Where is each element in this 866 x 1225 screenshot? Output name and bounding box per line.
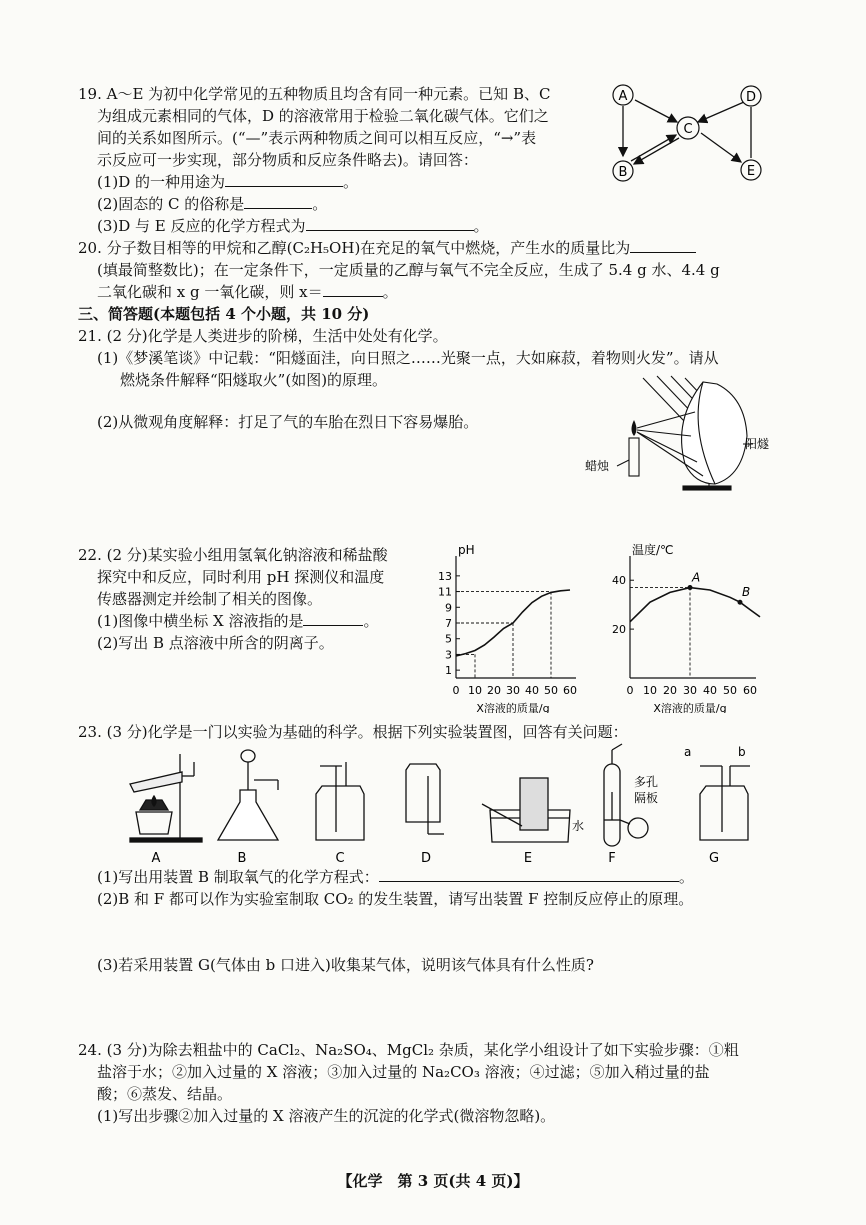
period: 。 xyxy=(312,195,328,213)
q20-line3-text: 二氧化碳和 x g 一氧化碳，则 x＝ xyxy=(97,283,323,301)
x-tick-label: 60 xyxy=(743,684,757,697)
q23-part3: (3)若采用装置 G(气体由 b 口进入)收集某气体，说明该气体具有什么性质? xyxy=(97,956,594,974)
answer-blank[interactable] xyxy=(379,867,679,882)
apparatus-label-b: B xyxy=(237,851,247,866)
y-tick-label: 13 xyxy=(438,569,452,583)
y-axis-label: 温度/℃ xyxy=(632,543,674,557)
apparatus-label-d: D xyxy=(420,851,432,866)
answer-blank[interactable] xyxy=(244,194,312,209)
y-tick-label: 3 xyxy=(445,648,452,662)
q24-part1: (1)写出步骤②加入过量的 X 溶液产生的沉淀的化学式(微溶物忽略)。 xyxy=(97,1107,556,1125)
arrow-d-to-c xyxy=(698,102,744,122)
period: 。 xyxy=(473,217,489,235)
label-porous-1: 多孔 xyxy=(634,775,659,789)
apparatus-label-c: C xyxy=(335,851,345,866)
apparatus-label-g: G xyxy=(708,851,720,866)
answer-blank[interactable] xyxy=(323,282,383,297)
data-point xyxy=(688,585,693,590)
x-tick-label: 20 xyxy=(663,684,677,697)
q21-line2: (1)《梦溪笔谈》中记载：“阳燧面洼，向日照之……光聚一点，大如麻菽，着物则火发”。请从 xyxy=(97,349,719,367)
apparatus-g xyxy=(700,766,750,840)
q19-part1 xyxy=(97,172,358,192)
q24-line2: 盐溶于水；②加入过量的 X 溶液；③加入过量的 Na₂CO₃ 溶液；④过滤；⑤加入稍过量的盐 xyxy=(97,1063,710,1081)
x-axis-label: X溶液的质量/g xyxy=(476,702,550,713)
y-tick-label: 5 xyxy=(445,632,452,646)
x-tick-label: 30 xyxy=(683,684,697,697)
q22-line1: 22. (2 分)某实验小组用氢氧化钠溶液和稀盐酸 xyxy=(78,546,388,564)
x-tick-label: 50 xyxy=(723,684,737,697)
apparatus-figure xyxy=(110,742,750,867)
q21-line3: 燃烧条件解释“阳燧取火”(如图)的原理。 xyxy=(120,371,388,389)
arrow-c-to-b xyxy=(634,138,679,164)
x-tick-label: 30 xyxy=(506,684,520,697)
apparatus-c xyxy=(316,762,364,840)
q22-part2: (2)写出 B 点溶液中所含的阴离子。 xyxy=(97,634,334,652)
apparatus-b xyxy=(218,750,278,840)
q24-line3: 酸；⑥蒸发、结晶。 xyxy=(97,1085,233,1103)
y-tick-label: 9 xyxy=(445,601,452,615)
answer-blank[interactable] xyxy=(225,172,343,187)
node-e: E xyxy=(746,164,756,179)
q19-part2-text: (2)固态的 C 的俗称是 xyxy=(97,195,245,213)
q19-line4: 示反应可一步实现，部分物质和反应条件略去)。请回答： xyxy=(97,151,478,169)
q19-line1: 19. A～E 为初中化学常见的五种物质且均含有同一种元素。已知 B、C xyxy=(78,85,551,103)
burning-mirror-figure xyxy=(585,372,775,492)
q19-part3-text: (3)D 与 E 反应的化学方程式为 xyxy=(97,217,306,235)
apparatus-a xyxy=(130,754,202,842)
arrow-c-to-e xyxy=(701,133,741,162)
x-tick-label: 50 xyxy=(544,684,558,697)
x-tick-label: 40 xyxy=(525,684,539,697)
page-footer: 【化学 第 3 页(共 4 页)】 xyxy=(337,1172,529,1190)
q19-part1-text: (1)D 的一种用途为 xyxy=(97,173,226,191)
q19-part2 xyxy=(97,194,327,214)
q19-line2: 为组成元素相同的气体，D 的溶液常用于检验二氧化碳气体。它们之 xyxy=(97,107,549,125)
label-candle: 蜡烛 xyxy=(585,459,610,473)
q20-line3 xyxy=(97,282,398,302)
q24-line1: 24. (3 分)为除去粗盐中的 CaCl₂、Na₂SO₄、MgCl₂ 杂质，某化学小组设计了如下实验步骤：①粗 xyxy=(78,1041,739,1059)
q21-line4: (2)从微观角度解释：打足了气的车胎在烈日下容易爆胎。 xyxy=(97,413,479,431)
label-mirror: 阳燧 xyxy=(745,437,770,451)
x-tick-label: 0 xyxy=(452,684,460,697)
q20-line1 xyxy=(78,238,696,258)
point-label: B xyxy=(742,585,751,600)
section-heading: 三、简答题(本题包括 4 个小题，共 10 分) xyxy=(78,305,370,323)
q22-part1-text: (1)图像中横坐标 X 溶液指的是 xyxy=(97,612,304,630)
data-point xyxy=(738,600,743,605)
label-porous-2: 隔板 xyxy=(634,791,659,805)
q20-line2: (填最简整数比)；在一定条件下，一定质量的乙醇与氧气不完全反应，生成了 5.4 g 水、4.4 g xyxy=(97,261,720,279)
q19-part3 xyxy=(97,216,489,236)
q21-line1: 21. (2 分)化学是人类进步的阶梯，生活中处处有化学。 xyxy=(78,327,448,345)
label-water: 水 xyxy=(572,819,585,833)
node-d: D xyxy=(745,90,757,105)
apparatus-label-f: F xyxy=(608,851,616,866)
arrow-a-to-c xyxy=(635,100,677,122)
answer-blank[interactable] xyxy=(630,238,696,253)
period: 。 xyxy=(343,173,359,191)
q22-line3: 传感器测定并绘制了相关的图像。 xyxy=(97,590,323,608)
x-tick-label: 10 xyxy=(468,684,482,697)
label-port-a: a xyxy=(684,745,692,759)
apparatus-d xyxy=(406,764,444,834)
x-axis-label: X溶液的质量/g xyxy=(653,702,727,713)
y-tick-label: 11 xyxy=(438,585,452,599)
q19-line3: 间的关系如图所示。(“—”表示两种物质之间可以相互反应，“→”表 xyxy=(97,129,537,147)
flame-icon xyxy=(632,420,637,436)
ph-chart xyxy=(428,538,588,713)
node-c: C xyxy=(683,122,693,137)
q19-relation-diagram xyxy=(605,78,780,190)
apparatus-e xyxy=(482,778,570,842)
q23-line1: 23. (3 分)化学是一门以实验为基础的科学。根据下列实验装置图，回答有关问题： xyxy=(78,723,628,741)
x-tick-label: 60 xyxy=(563,684,577,697)
y-tick-label: 20 xyxy=(612,623,626,637)
apparatus-label-a: A xyxy=(151,851,161,866)
q20-line1-text: 20. 分子数目相等的甲烷和乙醇(C₂H₅OH)在充足的氧气中燃烧，产生水的质量比为 xyxy=(78,239,631,257)
arrow-b-to-c xyxy=(631,135,676,161)
q23-part1 xyxy=(97,867,694,887)
q22-part1 xyxy=(97,611,378,631)
x-tick-label: 40 xyxy=(703,684,717,697)
x-tick-label: 0 xyxy=(626,684,634,697)
node-b: B xyxy=(618,165,628,180)
y-tick-label: 7 xyxy=(445,617,452,630)
x-tick-label: 20 xyxy=(487,684,501,697)
temperature-chart xyxy=(600,538,775,713)
answer-blank[interactable] xyxy=(306,216,474,231)
y-tick-label: 1 xyxy=(445,664,452,678)
apparatus-label-e: E xyxy=(523,851,533,866)
label-port-b: b xyxy=(738,745,746,759)
point-label: A xyxy=(692,570,701,585)
series-line xyxy=(630,588,760,622)
y-axis-label: pH xyxy=(458,543,475,557)
x-tick-label: 10 xyxy=(643,684,657,697)
period: 。 xyxy=(382,283,398,301)
node-a: A xyxy=(618,89,628,104)
answer-blank[interactable] xyxy=(303,611,363,626)
period: 。 xyxy=(363,612,379,630)
period: 。 xyxy=(678,868,694,886)
q23-part1-text: (1)写出用装置 B 制取氧气的化学方程式： xyxy=(97,868,379,886)
q22-line2: 探究中和反应，同时利用 pH 探测仪和温度 xyxy=(97,568,385,586)
y-tick-label: 40 xyxy=(612,574,626,588)
q23-part2: (2)B 和 F 都可以作为实验室制取 CO₂ 的发生装置，请写出装置 F 控制反应停止的原理。 xyxy=(97,890,694,908)
